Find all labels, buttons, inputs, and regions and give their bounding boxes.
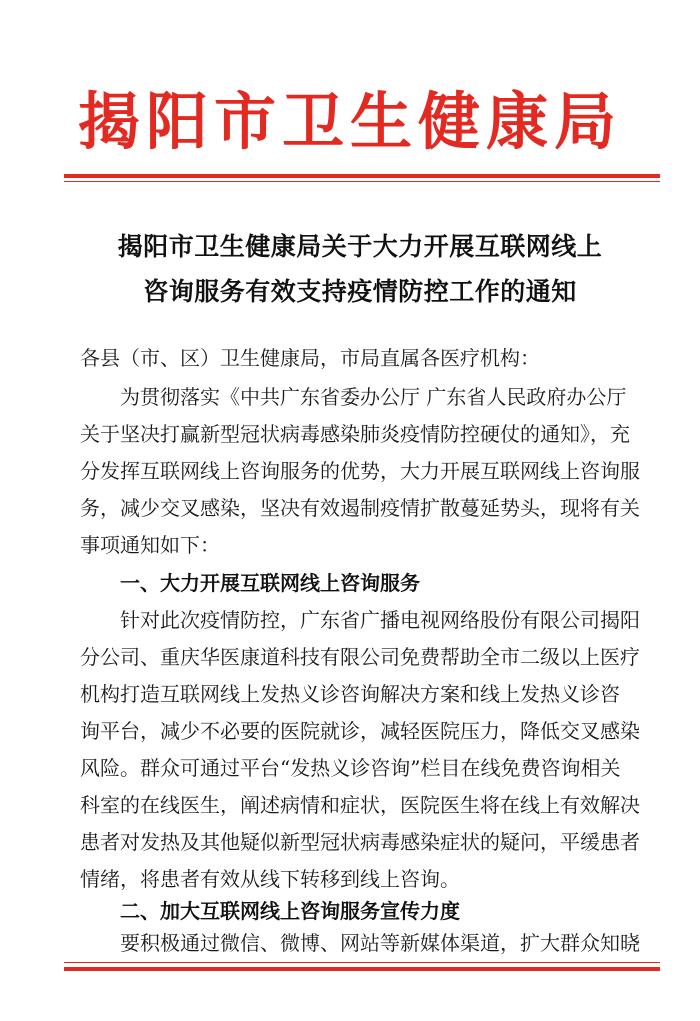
- header-red-rule-thin: [64, 181, 660, 182]
- intro-line: 关于坚决打赢新型冠状病毒感染肺炎疫情防控硬仗的通知》，充: [80, 422, 630, 446]
- footer-red-rule-thick: [64, 967, 660, 971]
- section1-line: 风险。群众可通过平台“发热义诊咨询”栏目在线免费咨询相关: [80, 756, 621, 780]
- issuing-authority-header: 揭阳市卫生健康局: [77, 85, 622, 158]
- intro-line: 分发挥互联网线上咨询服务的优势，大力开展互联网线上咨询服: [80, 459, 640, 483]
- document-title-line-1: 揭阳市卫生健康局关于大力开展互联网线上: [117, 232, 603, 261]
- intro-line: 事项通知如下：: [80, 533, 220, 557]
- section1-line: 分公司、重庆华医康道科技有限公司免费帮助全市二级以上医疗: [80, 645, 640, 669]
- section1-line: 针对此次疫情防控，广东省广播电视网络股份有限公司揭阳: [120, 608, 640, 632]
- footer-red-rule-thin: [64, 962, 660, 963]
- section1-line: 患者对发热及其他疑似新型冠状病毒感染症状的疑问，平缓患者: [80, 830, 640, 854]
- section1-line: 询平台，减少不必要的医院就诊，减轻医院压力，降低交叉感染: [80, 719, 640, 743]
- section1-line: 科室的在线医生，阐述病情和症状，医院医生将在线上有效解决: [80, 793, 640, 817]
- header-red-rule-thick: [64, 174, 660, 178]
- document-title-line-2: 咨询服务有效支持疫情防控工作的通知: [143, 277, 577, 306]
- intro-line: 为贯彻落实《中共广东省委办公厅 广东省人民政府办公厅: [120, 385, 627, 409]
- section-heading-1: 一、大力开展互联网线上咨询服务: [120, 571, 420, 595]
- section1-line: 机构打造互联网线上发热义诊咨询解决方案和线上发热义诊咨: [80, 682, 620, 706]
- intro-line: 务，减少交叉感染，坚决有效遏制疫情扩散蔓延势头，现将有关: [80, 496, 640, 520]
- section2-line: 要积极通过微信、微博、网站等新媒体渠道，扩大群众知晓: [120, 931, 640, 955]
- section1-line: 情绪，将患者有效从线下转移到线上咨询。: [80, 867, 460, 891]
- section-heading-2: 二、加大互联网线上咨询服务宣传力度: [120, 899, 460, 923]
- salutation: 各县（市、区）卫生健康局，市局直属各医疗机构：: [80, 346, 540, 370]
